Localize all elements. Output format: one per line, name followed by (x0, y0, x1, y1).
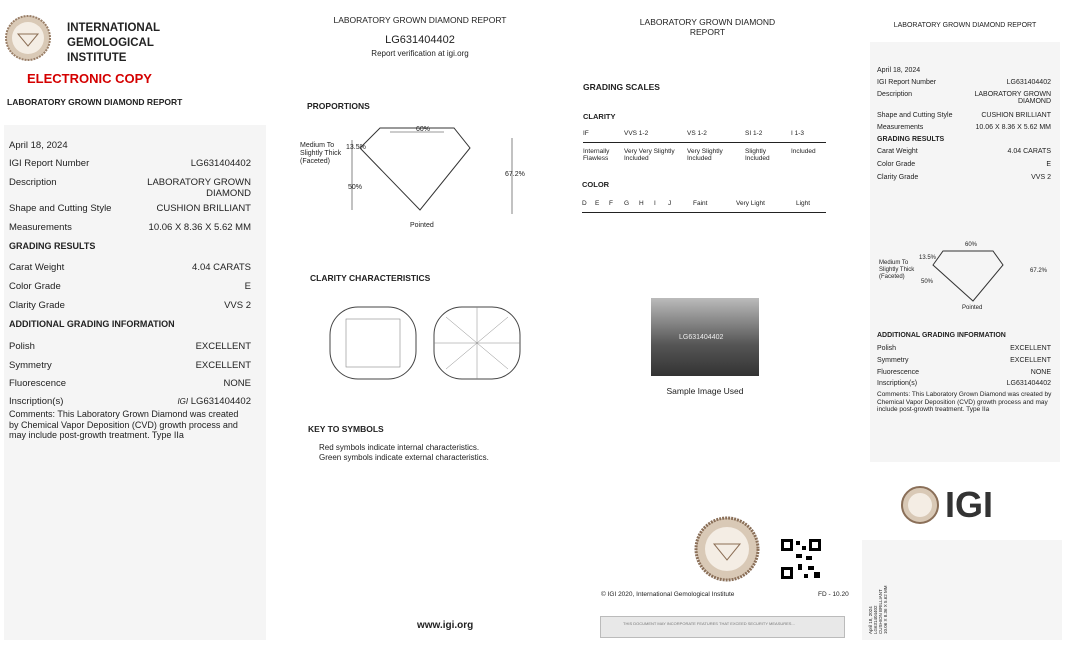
table-percent: 60% (416, 126, 431, 133)
field-carat: Carat Weight 4.04 CARATS (9, 262, 251, 273)
copyright: © IGI 2020, International Gemological Institute (601, 591, 735, 598)
igi-logo-text: IGI (945, 484, 994, 525)
field-inscription: Inscription(s) IGI LG631404402 (9, 396, 251, 407)
clarity-scale: IF Internally Flawless VVS 1-2 Very Very Slightly Included VS 1-2 Very Slightly Included SI 1-2 Slightly Included I 1-3 Included (583, 128, 826, 168)
depth-percent: 67.2% (505, 171, 525, 178)
summary-girdle: Medium To Slightly Thick (Faceted) (879, 260, 915, 280)
igi-logo-seal (900, 485, 940, 525)
pavilion-percent: 50% (348, 184, 363, 191)
report-type: LABORATORY GROWN DIAMOND REPORT (7, 97, 183, 107)
electronic-copy-label: ELECTRONIC COPY (27, 71, 152, 86)
igi-seal-logo (4, 14, 52, 62)
rotated-summary-text: April 18, 2024 LG631404402 CUSHION BRILLIANT 10.06 X 8.36 X 5.62 MM (868, 585, 888, 634)
proportions-title: PROPORTIONS (307, 101, 370, 111)
field-shape: Shape and Cutting Style CUSHION BRILLIANT (9, 203, 251, 214)
field-description: Description LABORATORY GROWN DIAMOND (9, 177, 251, 199)
field-color: Color Grade E (9, 281, 251, 292)
form-number: FD - 10.20 (818, 591, 849, 598)
sample-inscription-image: LG631404402 (651, 298, 759, 376)
summary-description: Description LABORATORY GROWN DIAMOND (877, 91, 1051, 105)
summary-inscription: Inscription(s) LG631404402 (877, 380, 1051, 387)
key-lines: Red symbols indicate internal characteristics. Green symbols indicate external characteristics. (319, 443, 489, 462)
summary-proportions-diagram (925, 245, 1025, 305)
summary-fluorescence: Fluorescence NONE (877, 369, 1051, 376)
field-measurements: Measurements 10.06 X 8.36 X 5.62 MM (9, 222, 251, 233)
color-scale: D E F G H I J Faint Very Light Light (582, 200, 826, 213)
summary-additional-title: ADDITIONAL GRADING INFORMATION (877, 332, 1006, 339)
org-name: INTERNATIONAL GEMOLOGICAL INSTITUTE (67, 22, 161, 64)
website-link[interactable]: www.igi.org (417, 620, 474, 631)
rotated-summary-strip (862, 540, 1062, 640)
summary-carat: Carat Weight 4.04 CARATS (877, 148, 1051, 155)
proportions-diagram (340, 120, 530, 220)
summary-crown: 13.5% (919, 255, 937, 261)
color-scale-title: COLOR (582, 180, 610, 189)
field-polish: Polish EXCELLENT (9, 341, 251, 352)
summary-measurements: Measurements 10.06 X 8.36 X 5.62 MM (877, 124, 1051, 131)
key-title: KEY TO SYMBOLS (308, 424, 384, 434)
mid-report-number: LG631404402 (385, 34, 455, 46)
field-clarity: Clarity Grade VVS 2 (9, 300, 251, 311)
summary-pavilion: 50% (921, 279, 934, 285)
summary-polish: Polish EXCELLENT (877, 345, 1051, 352)
igi-seal (694, 516, 760, 582)
summary-clarity: Clarity Grade VVS 2 (877, 174, 1051, 181)
field-symmetry: Symmetry EXCELLENT (9, 360, 251, 371)
security-disclaimer: THIS DOCUMENT MAY INCORPORATE FEATURES THAT EXCEED SECURITY MEASURES... (600, 616, 845, 638)
qr-code[interactable] (780, 538, 822, 580)
summary-color: Color Grade E (877, 161, 1051, 168)
field-report-number: IGI Report Number LG631404402 (9, 158, 251, 169)
summary-comments: Comments: This Laboratory Grown Diamond was created by Chemical Vapor Deposition (CVD) growth process and may include post-growth treatment. Type IIa (877, 391, 1052, 413)
verification-text: Report verification at igi.org (371, 49, 469, 58)
mid-title: LABORATORY GROWN DIAMOND REPORT (333, 15, 507, 25)
summary-table: 60% (965, 242, 978, 248)
summary-symmetry: Symmetry EXCELLENT (877, 357, 1051, 364)
additional-title: ADDITIONAL GRADING INFORMATION (9, 319, 175, 329)
clarity-scale-title: CLARITY (583, 112, 616, 121)
summary-title: LABORATORY GROWN DIAMOND REPORT (893, 22, 1037, 29)
girdle-label: Medium To Slightly Thick (Faceted) (300, 142, 342, 165)
clarity-plot-diagram (326, 303, 526, 383)
report-date: April 18, 2024 (9, 140, 68, 151)
sample-caption: Sample Image Used (666, 386, 744, 396)
field-fluorescence: Fluorescence NONE (9, 378, 251, 389)
crown-percent: 13.5% (346, 144, 366, 151)
clarity-characteristics-title: CLARITY CHARACTERISTICS (310, 273, 431, 283)
summary-report-number: IGI Report Number LG631404402 (877, 79, 1051, 86)
culet-label: Pointed (410, 222, 434, 229)
summary-date: April 18, 2024 (877, 67, 921, 74)
summary-culet: Pointed (962, 305, 983, 311)
summary-depth: 67.2% (1030, 268, 1048, 274)
summary-grading-title: GRADING RESULTS (877, 136, 945, 143)
summary-shape: Shape and Cutting Style CUSHION BRILLIANT (877, 112, 1051, 119)
grading-results-title: GRADING RESULTS (9, 241, 96, 251)
comments: Comments: This Laboratory Grown Diamond was created by Chemical Vapor Deposition (CVD) growth process and may include post-growth treatment. Type IIa (9, 409, 239, 440)
scales-title: LABORATORY GROWN DIAMOND REPORT (639, 17, 776, 37)
grading-scales-title: GRADING SCALES (583, 82, 660, 92)
